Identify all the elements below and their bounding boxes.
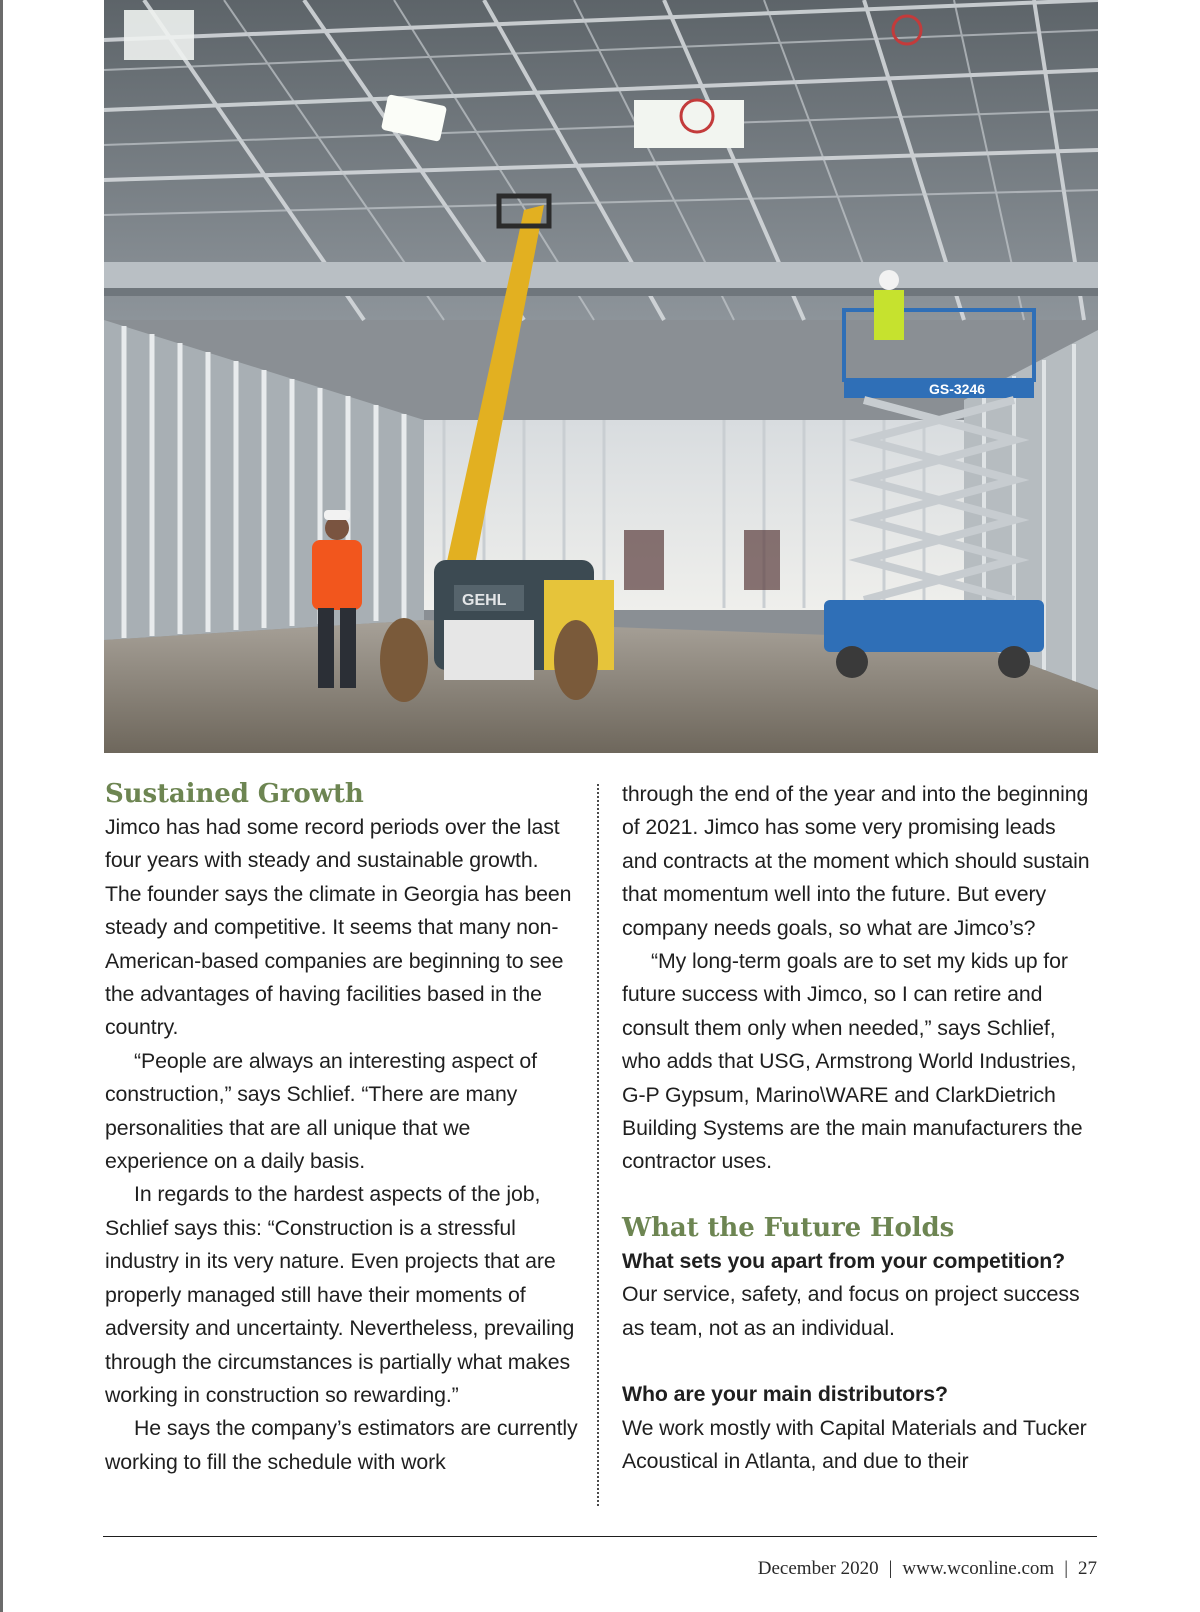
- footer-separator: |: [1064, 1558, 1068, 1579]
- section-heading-sustained-growth: Sustained Growth: [105, 779, 364, 809]
- article-left-column: [105, 778, 579, 1479]
- column-divider: [597, 784, 599, 1506]
- telehandler-brand-text: GEHL: [462, 592, 507, 609]
- section-heading-future-holds: What the Future Holds: [622, 1212, 955, 1243]
- body-paragraph: He says the company’s estimators are currently working to fill the schedule with work: [105, 1416, 578, 1474]
- article-right-column: [622, 778, 1096, 1479]
- interview-answer: We work mostly with Capital Materials and Tucker Acoustical in Atlanta, and due to their: [622, 1415, 1087, 1474]
- page-footer: [758, 1558, 1097, 1580]
- issue-date: December 2020: [757, 1558, 879, 1579]
- page-edge-shadow: [0, 0, 3, 1612]
- footer-separator: |: [888, 1558, 893, 1579]
- publication-website: www.wconline.com: [902, 1558, 1055, 1579]
- page-number: 27: [1078, 1558, 1097, 1579]
- footer-rule: [103, 1536, 1097, 1537]
- body-paragraph: “People are always an interesting aspect of construction,” says Schlief. “There are many personalities that are all unique that we experience on a daily basis.: [105, 1048, 537, 1174]
- qa-spacer: [622, 1345, 1096, 1378]
- interview-answer: Our service, safety, and focus on project success as team, not as an individual.: [622, 1282, 1080, 1340]
- interview-question: Who are your main distributors?: [622, 1382, 948, 1407]
- body-paragraph: Jimco has had some record periods over the last four years with steady and sustainable growth. The founder says the climate in Georgia has been steady and competitive. It seems that many non-American-based companies are beginning to see the advantages of having facilities based in the country.: [105, 815, 572, 1040]
- body-paragraph: “My long-term goals are to set my kids up for future success with Jimco, so I can retire and consult them only when needed,” says Schlief, who adds that USG, Armstrong World Industries, G-P Gypsum, Marino\WARE and ClarkDietrich Building Systems are the main manufacturers the contractor uses.: [622, 949, 1083, 1174]
- warehouse-construction-photo: [104, 0, 1098, 753]
- body-paragraph: through the end of the year and into the beginning of 2021. Jimco has some very promising leads and contracts at the moment which should sustain that momentum well into the future. But every company needs goals, so what are Jimco’s?: [622, 782, 1090, 940]
- interview-question: What sets you apart from your competition?: [622, 1248, 1066, 1273]
- scissor-lift-model-text: GS-3246: [929, 381, 986, 397]
- body-paragraph: In regards to the hardest aspects of the job, Schlief says this: “Construction is a stressful industry in its very nature. Even projects that are properly managed still have their moments of adversity and uncertainty. Nevertheless, prevailing through the circumstances is partially what makes working in construction so rewarding.”: [105, 1182, 575, 1407]
